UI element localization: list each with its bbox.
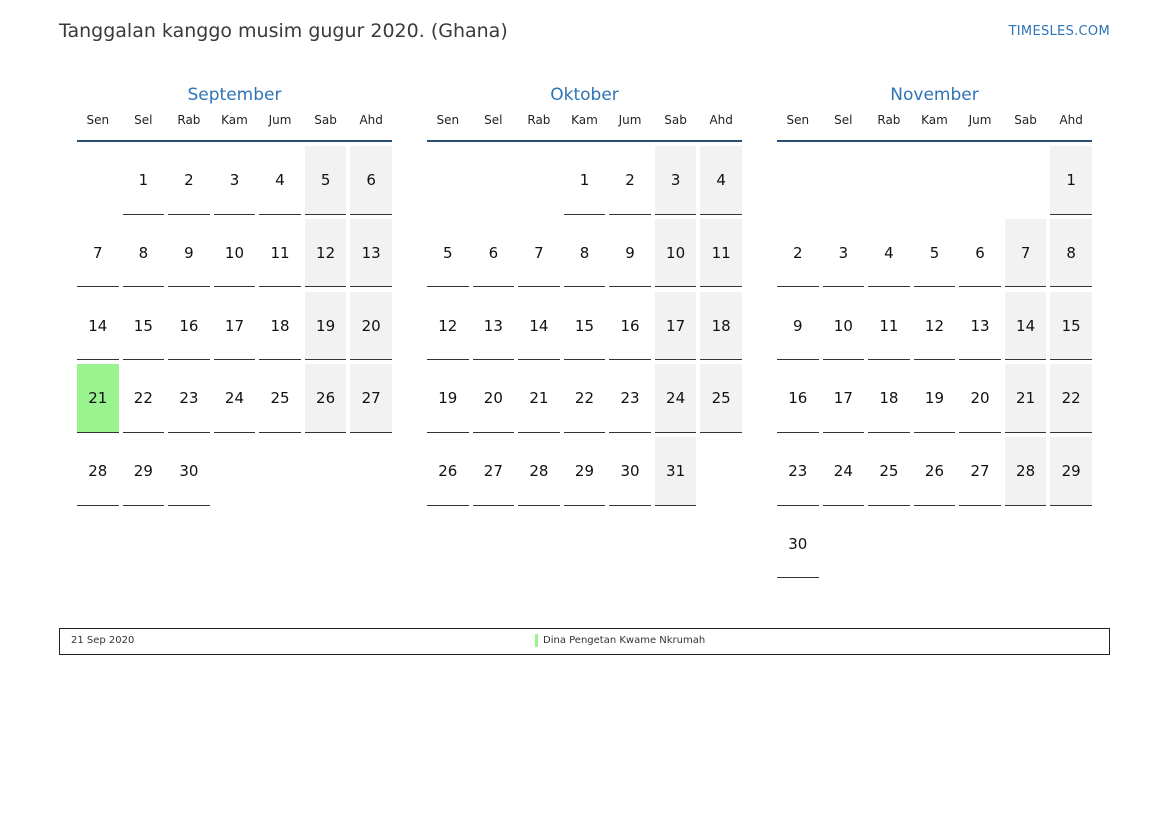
day-cell[interactable]: 5 <box>427 219 469 288</box>
day-cell[interactable]: 22 <box>123 364 165 433</box>
day-cell[interactable]: 14 <box>77 292 119 361</box>
day-cell[interactable]: 27 <box>473 437 515 506</box>
weekday-label: Rab <box>527 113 551 127</box>
empty-cell <box>1005 146 1047 215</box>
month-november <box>777 82 1092 578</box>
day-cell[interactable]: 3 <box>823 219 865 288</box>
day-cell[interactable]: 26 <box>427 437 469 506</box>
day-cell[interactable]: 13 <box>350 219 392 288</box>
empty-cell <box>518 146 560 215</box>
brand-link[interactable]: TIMESLES.COM <box>1008 24 1110 39</box>
day-cell[interactable]: 3 <box>214 146 256 215</box>
day-cell[interactable]: 18 <box>868 364 910 433</box>
day-cell[interactable]: 25 <box>700 364 742 433</box>
day-cell[interactable]: 20 <box>350 292 392 361</box>
empty-cell <box>823 146 865 215</box>
day-cell[interactable]: 7 <box>1005 219 1047 288</box>
day-cell[interactable]: 13 <box>473 292 515 361</box>
day-cell[interactable]: 18 <box>700 292 742 361</box>
day-cell[interactable]: 23 <box>168 364 210 433</box>
day-cell[interactable]: 25 <box>259 364 301 433</box>
page-title: Tanggalan kanggo musim gugur 2020. (Ghana) <box>59 20 508 42</box>
day-cell[interactable]: 4 <box>868 219 910 288</box>
day-cell[interactable]: 24 <box>823 437 865 506</box>
day-cell[interactable]: 26 <box>305 364 347 433</box>
day-cell[interactable]: 13 <box>959 292 1001 361</box>
month-title: Oktober <box>550 85 619 105</box>
day-cell[interactable]: 4 <box>700 146 742 215</box>
day-cell[interactable]: 6 <box>473 219 515 288</box>
day-cell[interactable]: 28 <box>77 437 119 506</box>
day-cell[interactable]: 8 <box>564 219 606 288</box>
day-cell[interactable]: 22 <box>1050 364 1092 433</box>
weekday-label: Sab <box>1014 113 1037 127</box>
day-cell[interactable]: 16 <box>609 292 651 361</box>
day-cell[interactable]: 10 <box>655 219 697 288</box>
day-cell[interactable]: 7 <box>518 219 560 288</box>
day-cell[interactable]: 4 <box>259 146 301 215</box>
weekday-label: Sel <box>834 113 853 127</box>
day-cell[interactable]: 18 <box>259 292 301 361</box>
empty-cell <box>427 146 469 215</box>
day-cell[interactable]: 8 <box>1050 219 1092 288</box>
day-cell[interactable]: 1 <box>564 146 606 215</box>
weekday-label: Kam <box>571 113 598 127</box>
day-cell[interactable]: 9 <box>609 219 651 288</box>
day-cell[interactable]: 20 <box>473 364 515 433</box>
weekday-label: Ahd <box>709 113 733 127</box>
day-cell[interactable]: 17 <box>823 364 865 433</box>
empty-cell <box>473 146 515 215</box>
day-cell[interactable]: 14 <box>518 292 560 361</box>
day-cell[interactable]: 17 <box>214 292 256 361</box>
empty-cell <box>77 146 119 215</box>
empty-cell <box>959 146 1001 215</box>
weekday-label: Jum <box>268 113 292 127</box>
day-cell[interactable]: 16 <box>777 364 819 433</box>
day-cell[interactable]: 12 <box>914 292 956 361</box>
month-oktober <box>427 82 742 506</box>
day-cell[interactable]: 15 <box>1050 292 1092 361</box>
day-cell[interactable]: 21 <box>1005 364 1047 433</box>
day-cell[interactable]: 21 <box>77 364 119 433</box>
day-cell[interactable]: 23 <box>777 437 819 506</box>
day-cell[interactable]: 5 <box>305 146 347 215</box>
day-cell[interactable]: 1 <box>1050 146 1092 215</box>
day-cell[interactable]: 9 <box>777 292 819 361</box>
weekday-label: Sel <box>134 113 153 127</box>
day-cell[interactable]: 27 <box>350 364 392 433</box>
day-cell[interactable]: 28 <box>518 437 560 506</box>
weekday-label: Kam <box>221 113 248 127</box>
day-cell[interactable]: 17 <box>655 292 697 361</box>
day-cell[interactable]: 23 <box>609 364 651 433</box>
day-cell[interactable]: 12 <box>427 292 469 361</box>
day-cell[interactable]: 27 <box>959 437 1001 506</box>
day-cell[interactable]: 19 <box>914 364 956 433</box>
weekday-header <box>777 108 1092 142</box>
day-cell[interactable]: 2 <box>609 146 651 215</box>
day-cell[interactable]: 29 <box>123 437 165 506</box>
day-cell[interactable]: 3 <box>655 146 697 215</box>
weekday-label: Sab <box>664 113 687 127</box>
day-cell[interactable]: 19 <box>305 292 347 361</box>
day-cell[interactable]: 19 <box>427 364 469 433</box>
day-cell[interactable]: 29 <box>1050 437 1092 506</box>
day-cell[interactable]: 6 <box>959 219 1001 288</box>
day-cell[interactable]: 5 <box>914 219 956 288</box>
day-cell[interactable]: 16 <box>168 292 210 361</box>
empty-cell <box>914 146 956 215</box>
day-cell[interactable]: 24 <box>214 364 256 433</box>
day-cell[interactable]: 7 <box>77 219 119 288</box>
legend-color-marker <box>535 634 538 647</box>
day-cell[interactable]: 8 <box>123 219 165 288</box>
day-cell[interactable]: 2 <box>777 219 819 288</box>
day-cell[interactable]: 22 <box>564 364 606 433</box>
month-title: September <box>187 85 282 105</box>
day-cell[interactable]: 12 <box>305 219 347 288</box>
day-cell[interactable]: 20 <box>959 364 1001 433</box>
day-cell[interactable]: 30 <box>609 437 651 506</box>
weekday-label: Rab <box>877 113 901 127</box>
day-cell[interactable]: 11 <box>700 219 742 288</box>
weekday-header <box>427 108 742 142</box>
weekday-label: Sab <box>314 113 337 127</box>
weekday-label: Ahd <box>1059 113 1083 127</box>
month-title: November <box>890 85 979 105</box>
day-grid <box>77 146 392 506</box>
weekday-label: Sen <box>86 113 110 127</box>
day-cell[interactable]: 15 <box>564 292 606 361</box>
day-cell[interactable]: 31 <box>655 437 697 506</box>
weekday-label: Jum <box>968 113 992 127</box>
day-cell[interactable]: 10 <box>214 219 256 288</box>
weekday-header <box>77 108 392 142</box>
empty-cell <box>777 146 819 215</box>
day-cell[interactable]: 26 <box>914 437 956 506</box>
day-cell[interactable]: 30 <box>777 510 819 579</box>
legend-date: 21 Sep 2020 <box>71 635 135 646</box>
day-grid <box>777 146 1092 578</box>
weekday-label: Sen <box>786 113 810 127</box>
day-cell[interactable]: 11 <box>868 292 910 361</box>
day-cell[interactable]: 29 <box>564 437 606 506</box>
legend-holiday-name: Dina Pengetan Kwame Nkrumah <box>543 635 706 646</box>
day-cell[interactable]: 24 <box>655 364 697 433</box>
day-grid <box>427 146 742 506</box>
day-cell[interactable]: 9 <box>168 219 210 288</box>
day-cell[interactable]: 1 <box>123 146 165 215</box>
weekday-label: Kam <box>921 113 948 127</box>
day-cell[interactable]: 11 <box>259 219 301 288</box>
day-cell[interactable]: 14 <box>1005 292 1047 361</box>
day-cell[interactable]: 10 <box>823 292 865 361</box>
day-cell[interactable]: 30 <box>168 437 210 506</box>
weekday-label: Jum <box>618 113 642 127</box>
weekday-label: Rab <box>177 113 201 127</box>
weekday-label: Sen <box>436 113 460 127</box>
holiday-legend <box>59 628 1110 655</box>
month-september <box>77 82 392 506</box>
day-cell[interactable]: 6 <box>350 146 392 215</box>
day-cell[interactable]: 21 <box>518 364 560 433</box>
empty-cell <box>868 146 910 215</box>
day-cell[interactable]: 2 <box>168 146 210 215</box>
weekday-label: Sel <box>484 113 503 127</box>
day-cell[interactable]: 25 <box>868 437 910 506</box>
weekday-label: Ahd <box>359 113 383 127</box>
day-cell[interactable]: 28 <box>1005 437 1047 506</box>
day-cell[interactable]: 15 <box>123 292 165 361</box>
